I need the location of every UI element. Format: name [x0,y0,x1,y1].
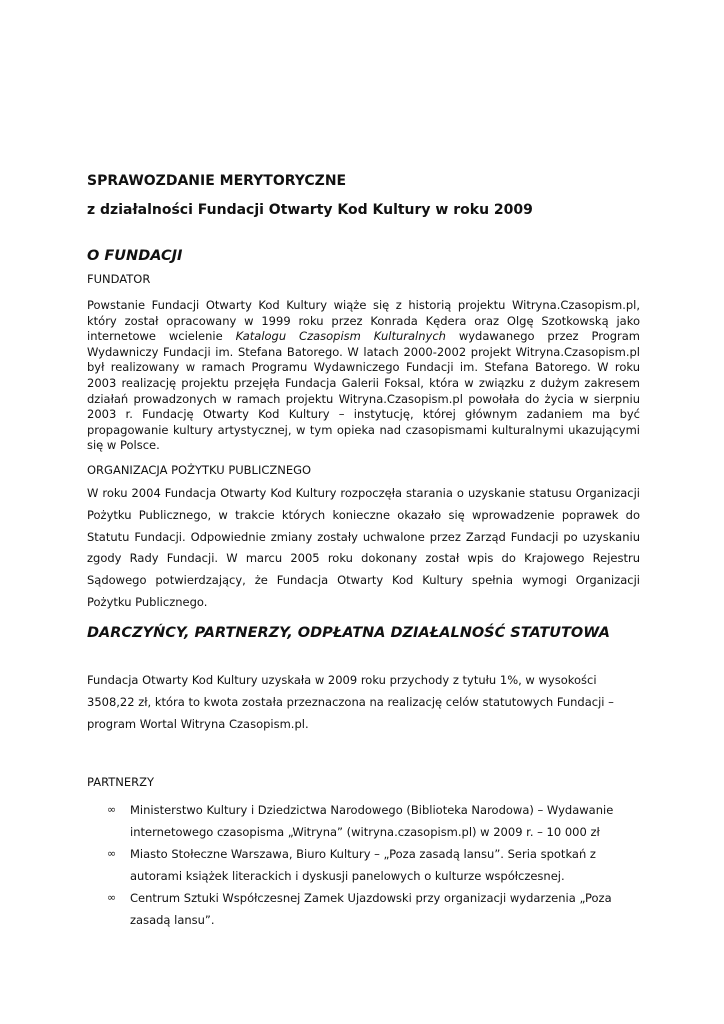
list-item [87,843,640,887]
partner-text: Miasto Stołeczne Warszawa, Biuro Kultury – „Poza zasadą lansu”. Seria spotkań z autorami książek literackich i dyskusji panelowych o kulturze współczesnej. [130,847,596,883]
founder-text-part1: Powstanie Fundacji Otwarty Kod Kultury wiąże się z historią projektu Witryna.Czasopism.pl, który został opracowany w 1999 roku przez Konrada Kędera oraz Olgę Szotkowską jako internetowe wcielenie [87,298,640,344]
list-item [87,799,640,843]
partners-label: PARTNERZY [87,775,155,789]
list-item [87,887,640,931]
partner-text: Ministerstwo Kultury i Dziedzictwa Narodowego (Biblioteka Narodowa) – Wydawanie internetowego czasopisma „Witryna” (witryna.czasopism.pl) w 2009 r. – 10 000 zł [130,803,614,839]
partner-text: Centrum Sztuki Współczesnej Zamek Ujazdowski przy organizacji wydarzenia „Poza zasadą lansu”. [130,891,612,927]
founder-paragraph [87,298,640,454]
income-paragraph: Fundacja Otwarty Kod Kultury uzyskała w 2009 roku przychody z tytułu 1%, w wysokości 3508,22 zł, która to kwota została przeznaczona na realizację celów statutowych Fundacji – program Wortal Witryna Czasopism.pl. [87,673,614,731]
infinity-icon: ∞ [107,803,117,816]
founder-label: FUNDATOR [87,272,151,286]
report-subtitle: z działalności Fundacji Otwarty Kod Kultury w roku 2009 [87,202,533,218]
section-heading-foundation: O FUNDACJI [87,248,183,264]
report-title: SPRAWOZDANIE MERYTORYCZNE [87,173,347,189]
catalogue-title: Katalogu Czasopism Kulturalnych [235,329,446,344]
infinity-icon: ∞ [107,891,117,904]
opp-label: ORGANIZACJA POŻYTKU PUBLICZNEGO [87,463,312,477]
section-heading-donors: DARCZYŃCY, PARTNERZY, ODPŁATNA DZIAŁALNOŚĆ STATUTOWA [87,625,610,641]
founder-text-part2: wydawanego przez Program Wydawniczy Fundacji im. Stefana Batorego. W latach 2000-2002 projekt Witryna.Czasopism.pl był realizowany w ramach Programu Wydawniczego Fundacji im. Stefana Batorego. W roku 2003 realizację projektu przejęła Fundacja Galerii Foksal, która w związku z dużym zakresem działań prowadzonych w ramach projektu Witryna.Czasopism.pl powołała do życia w sierpniu 2003 r. Fundację Otwarty Kod Kultury – instytucję, której głównym zadaniem ma być propagowanie kultury artystycznej, w tym opieka nad czasopismami kulturalnymi ukazującymi się w Polsce. [87,329,641,453]
opp-paragraph: W roku 2004 Fundacja Otwarty Kod Kultury rozpoczęła starania o uzyskanie statusu Organizacji Pożytku Publicznego, w trakcie których konieczne okazało się wprowadzenie poprawek do Statutu Fundacji. Odpowiednie zmiany zostały uchwalone przez Zarząd Fundacji po uzyskaniu zgody Rady Fundacji. W marcu 2005 roku dokonany został wpis do Krajowego Rejestru Sądowego potwierdzający, że Fundacja Otwarty Kod Kultury spełnia wymogi Organizacji Pożytku Publicznego. [87,486,640,609]
infinity-icon: ∞ [107,847,117,860]
partners-list [87,799,640,931]
